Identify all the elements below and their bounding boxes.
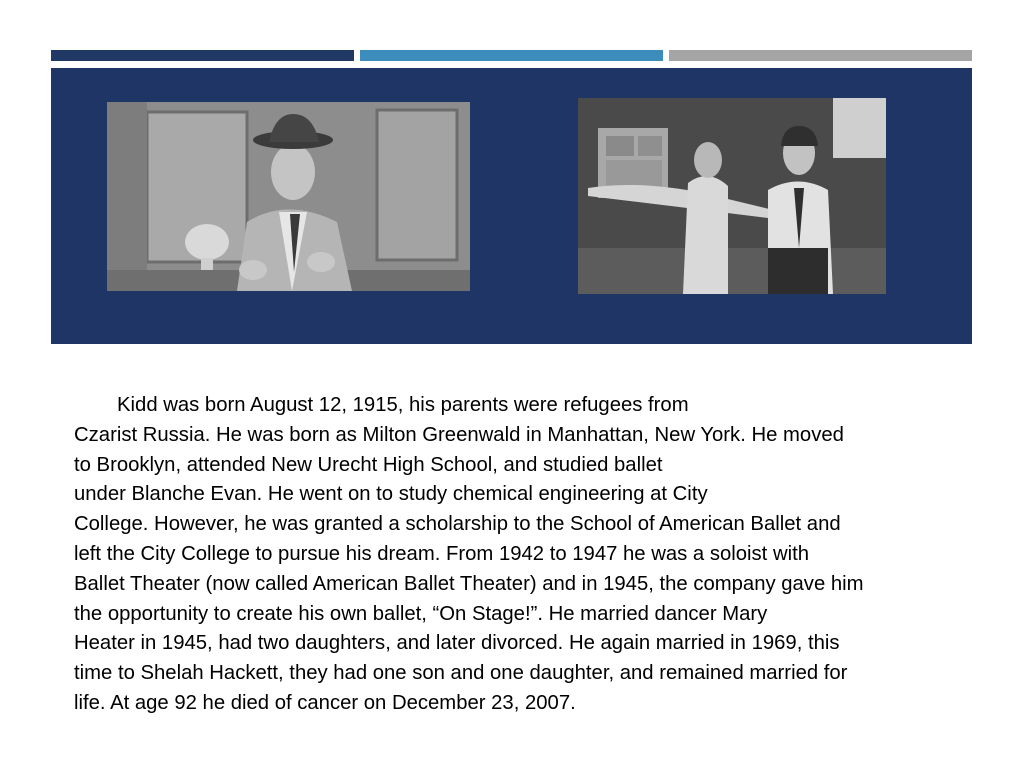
accent-bar-gray	[669, 50, 972, 61]
paragraph-line: Czarist Russia. He was born as Milton Greenwald in Manhattan, New York. He moved	[74, 423, 844, 446]
paragraph-line: left the City College to pursue his dream. From 1942 to 1947 he was a soloist with	[74, 542, 810, 565]
photo-banner	[51, 68, 972, 344]
paragraph-line: under Blanche Evan. He went on to study chemical engineering at City	[74, 483, 708, 506]
paragraph-line: Ballet Theater (now called American Ballet Theater) and in 1945, the company gave him	[74, 572, 864, 595]
photo-two-men-rehearsal	[578, 98, 886, 294]
paragraph-line: to Brooklyn, attended New Urecht High School, and studied ballet	[74, 453, 663, 476]
paragraph-line: Heater in 1945, had two daughters, and later divorced. He again married in 1969, this	[74, 632, 840, 655]
paragraph-line: College. However, he was granted a scholarship to the School of American Ballet and	[74, 513, 841, 536]
accent-bar-dark	[51, 50, 354, 61]
photo-man-in-hat	[107, 102, 470, 291]
paragraph-line: the opportunity to create his own ballet, “On Stage!”. He married dancer Mary	[74, 602, 768, 625]
accent-bar-blue	[360, 50, 663, 61]
paragraph-line: life. At age 92 he died of cancer on December 23, 2007.	[74, 691, 576, 714]
paragraph-line: time to Shelah Hackett, they had one son and one daughter, and remained married for	[74, 662, 848, 685]
paragraph-line: Kidd was born August 12, 1915, his parents were refugees from	[117, 394, 689, 416]
biography-paragraph	[74, 391, 964, 719]
